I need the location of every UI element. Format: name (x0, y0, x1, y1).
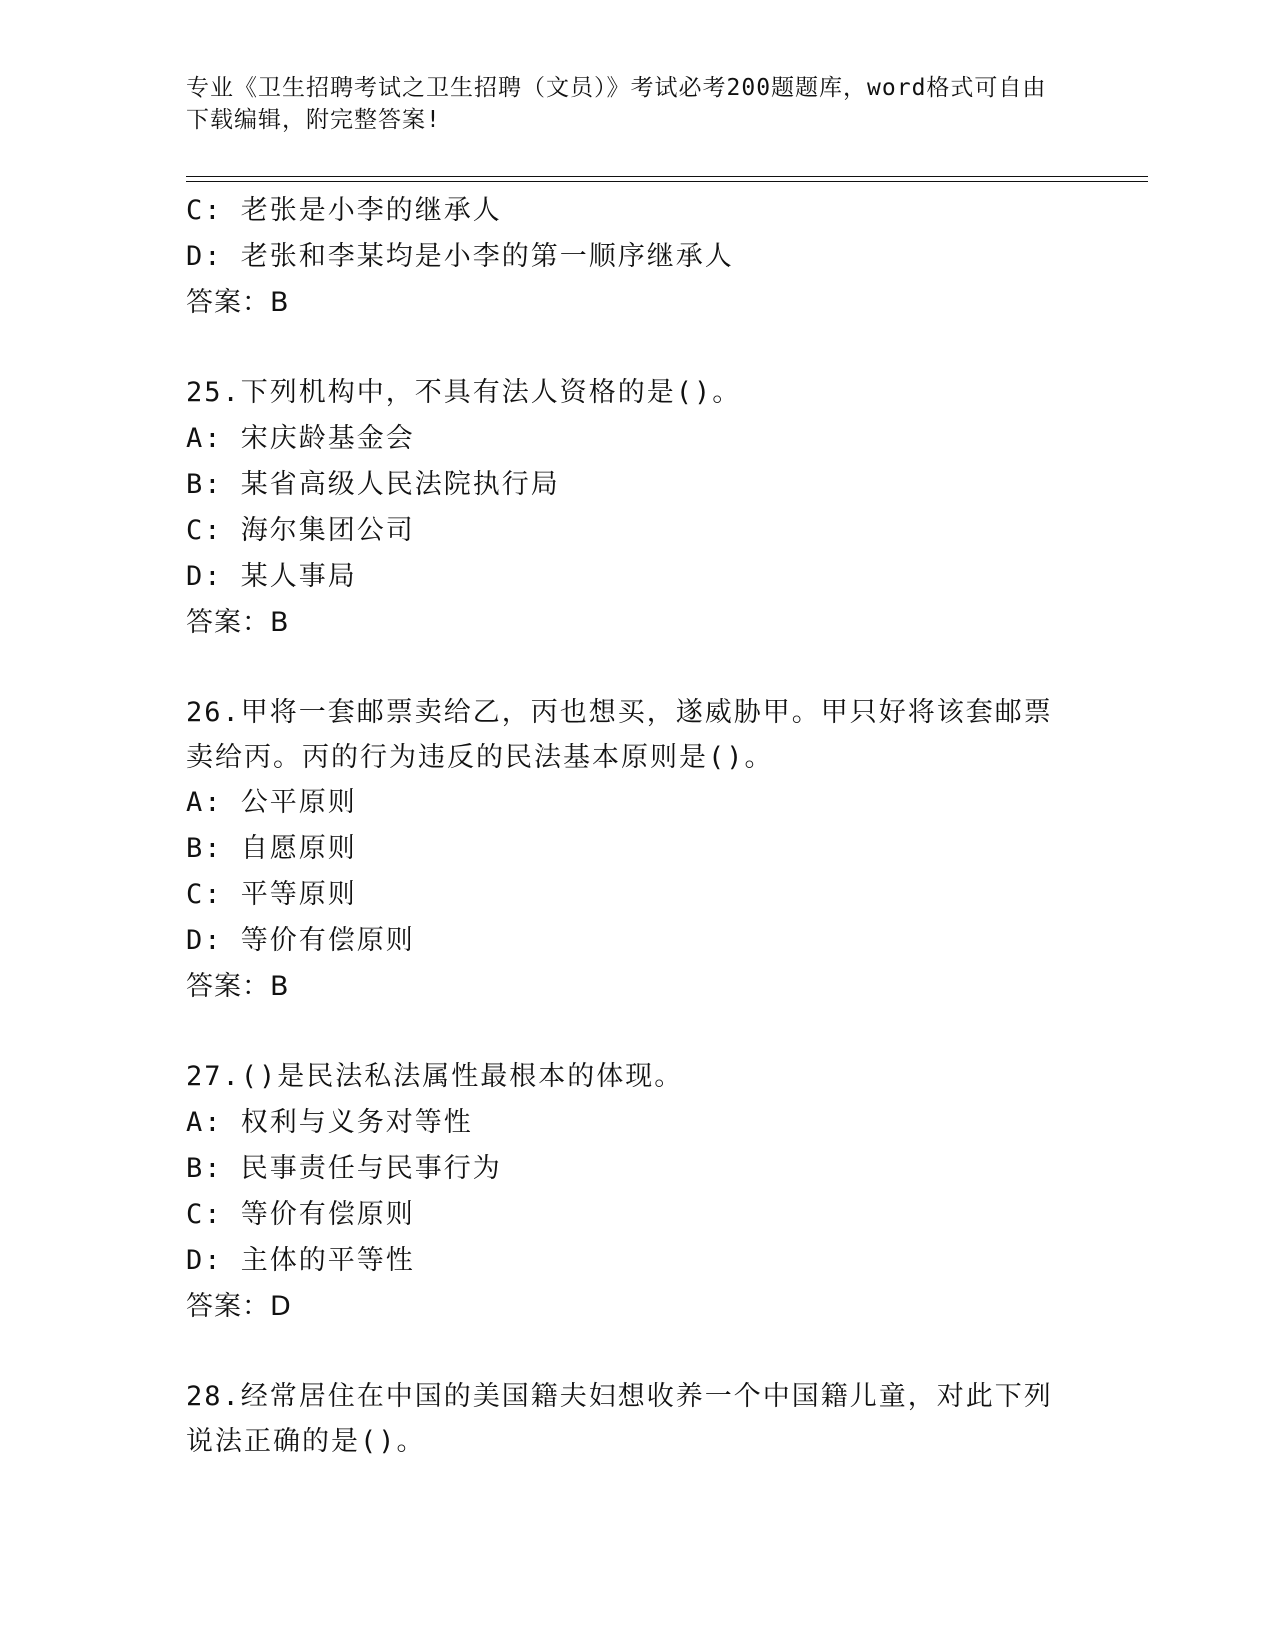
q27-stem: 27.()是民法私法属性最根本的体现。 (186, 1061, 684, 1092)
document-header: 专业《卫生招聘考试之卫生招聘（文员）》考试必考200题题库，word格式可自由下载编辑，附完整答案! (186, 75, 1047, 133)
spacer (186, 1010, 1086, 1054)
q26-option-d: D: 等价有偿原则 (186, 925, 415, 956)
q25-stem: 25.下列机构中，不具有法人资格的是()。 (186, 377, 742, 408)
spacer (186, 1330, 1086, 1374)
q27-option-c: C: 等价有偿原则 (186, 1199, 415, 1230)
q25-option-c: C: 海尔集团公司 (186, 515, 415, 546)
q26-option-c: C: 平等原则 (186, 879, 357, 910)
q25-option-b: B: 某省高级人民法院执行局 (186, 469, 560, 500)
header-rule-top (186, 176, 1148, 177)
header-rule-bottom (186, 181, 1148, 182)
q26-stem: 26.甲将一套邮票卖给乙，丙也想买，遂威胁甲。甲只好将该套邮票卖给丙。丙的行为违反的民法基本原则是()。 (186, 697, 1053, 773)
spacer (186, 326, 1086, 370)
q27-option-a: A: 权利与义务对等性 (186, 1107, 473, 1138)
spacer (186, 646, 1086, 690)
question-content (186, 188, 1086, 1464)
q27-answer: 答案：D (186, 1291, 292, 1322)
q27-option-b: B: 民事责任与民事行为 (186, 1153, 502, 1184)
q26-answer: 答案：B (186, 971, 290, 1002)
prev-option-c: C: 老张是小李的继承人 (186, 195, 502, 226)
q26-option-a: A: 公平原则 (186, 787, 357, 818)
q27-option-d: D: 主体的平等性 (186, 1245, 415, 1276)
prev-option-d: D: 老张和李某均是小李的第一顺序继承人 (186, 241, 734, 272)
prev-answer: 答案：B (186, 287, 290, 318)
q25-option-a: A: 宋庆龄基金会 (186, 423, 415, 454)
q28-stem: 28.经常居住在中国的美国籍夫妇想收养一个中国籍儿童，对此下列说法正确的是()。 (186, 1381, 1053, 1457)
q26-option-b: B: 自愿原则 (186, 833, 357, 864)
q25-option-d: D: 某人事局 (186, 561, 357, 592)
q25-answer: 答案：B (186, 607, 290, 638)
